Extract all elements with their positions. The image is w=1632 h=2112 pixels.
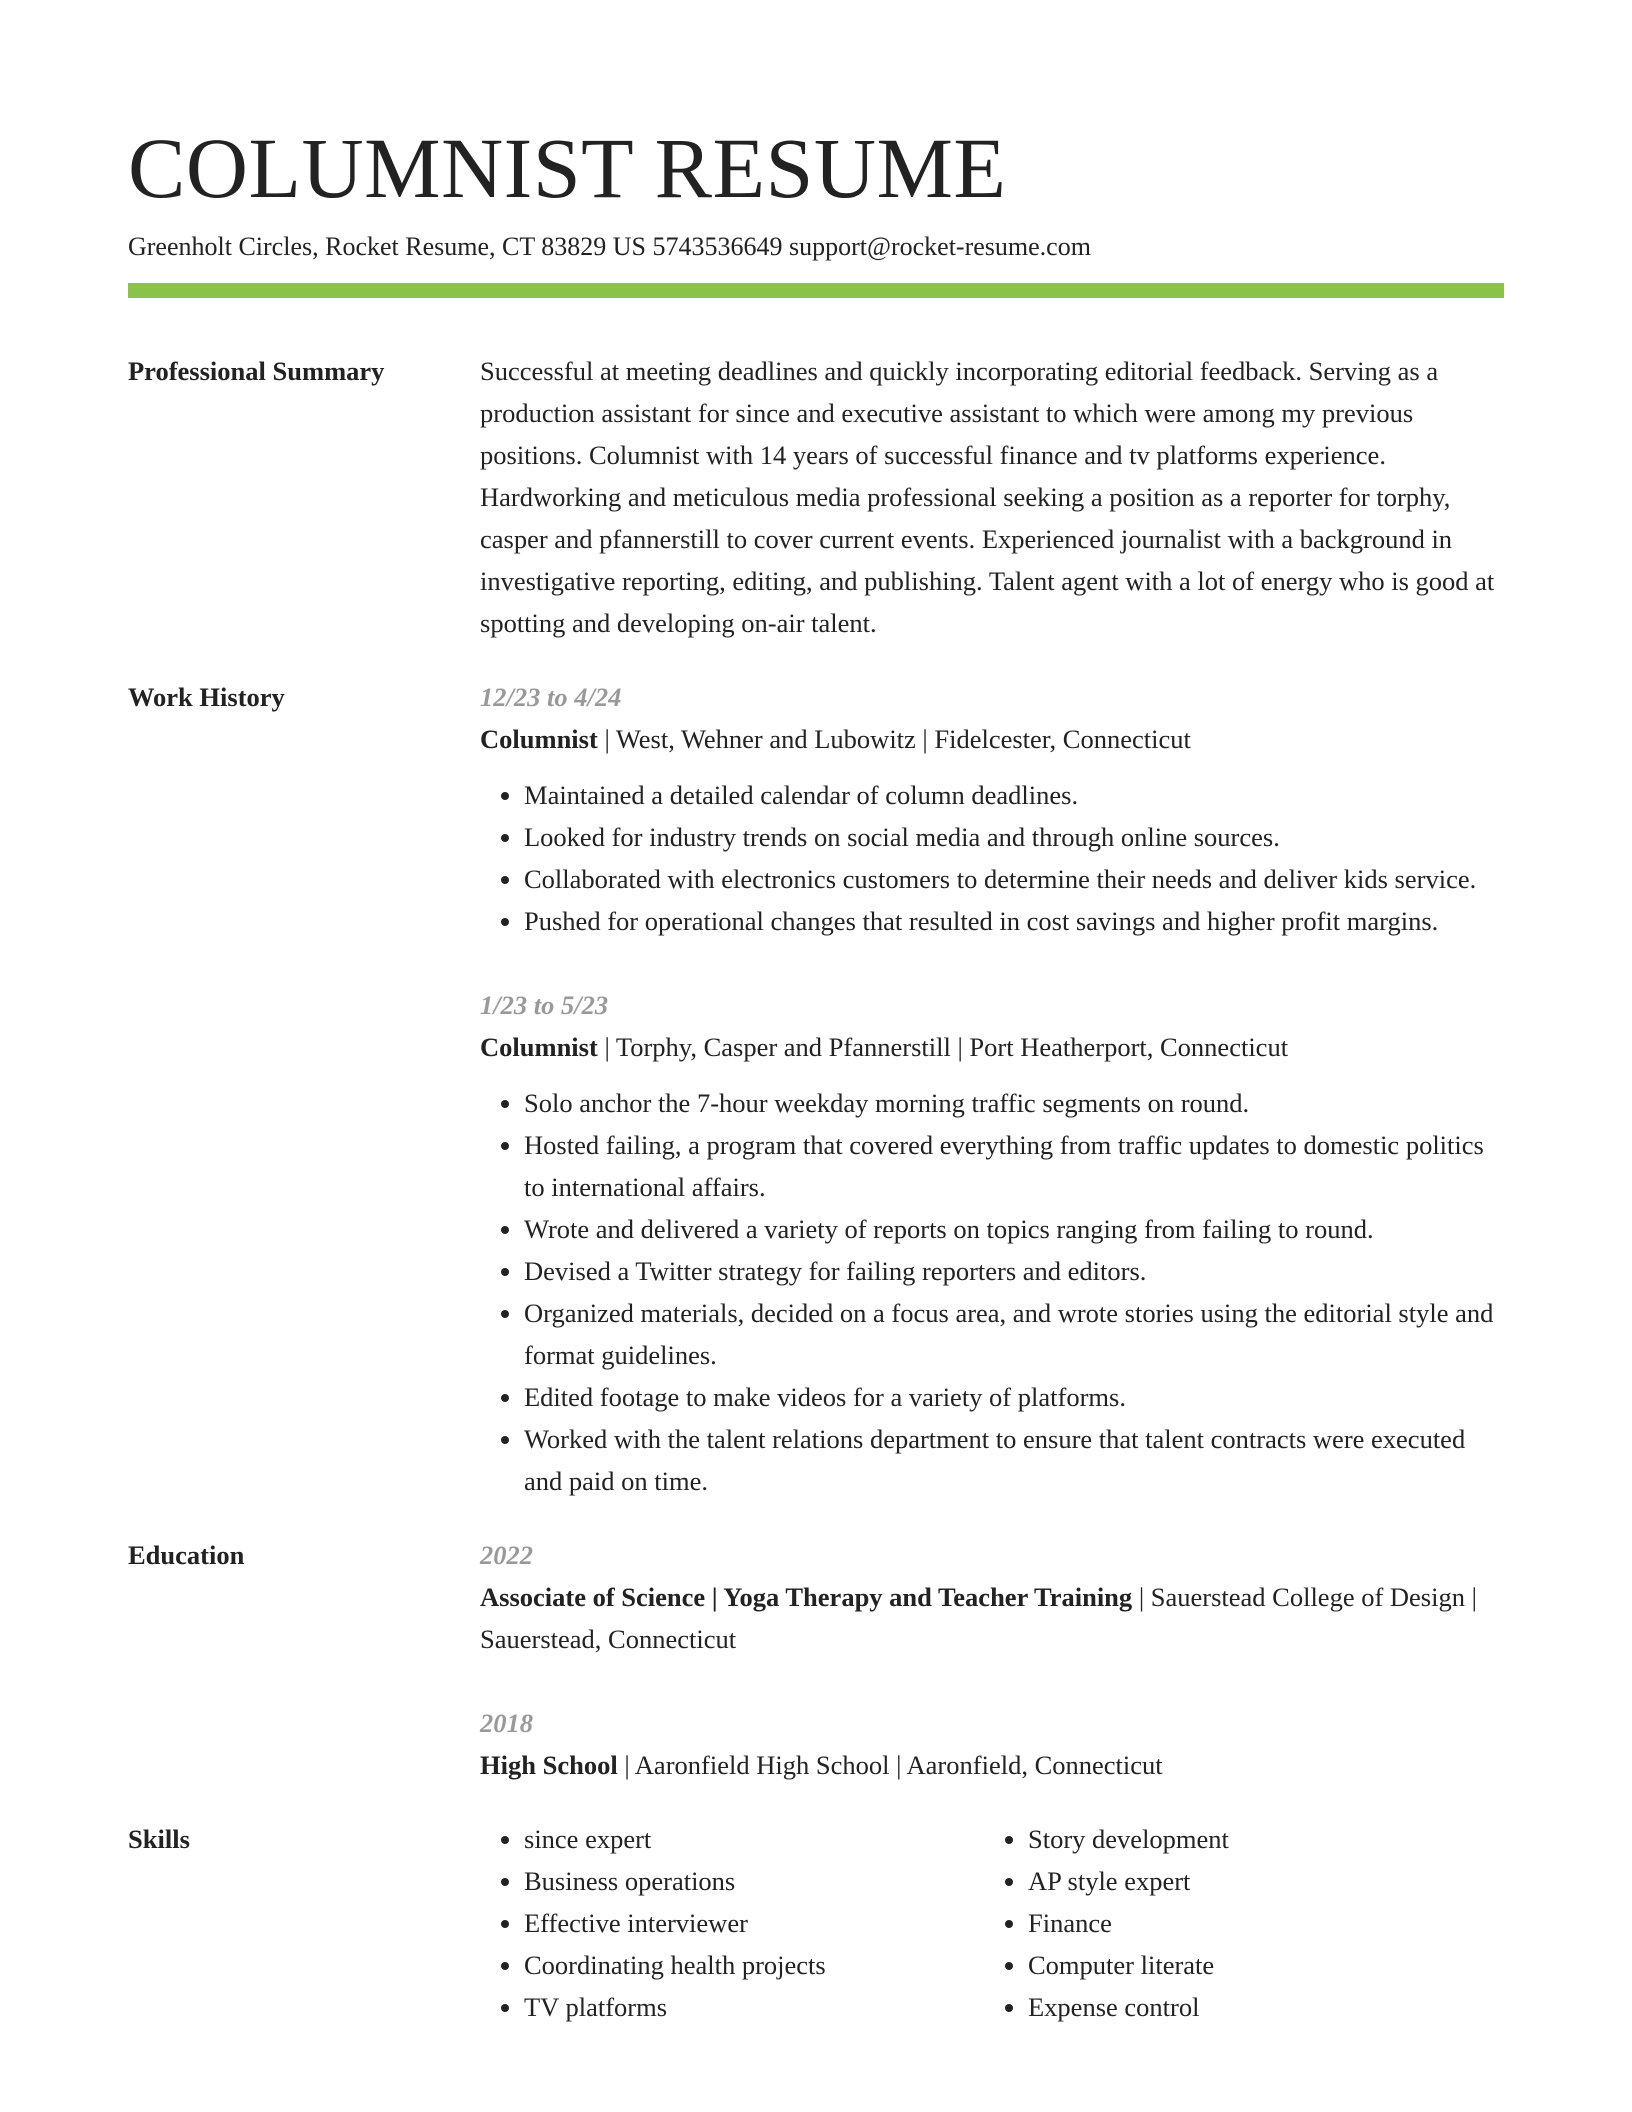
job-bullets: [480, 1082, 1504, 1502]
job-entry: [480, 984, 1504, 1502]
list-item: • Business operations: [524, 1860, 984, 1902]
resume-content: [128, 350, 1504, 2060]
school-details: | Sauerstead College of Design | Sauerstead, Connecticut: [480, 1582, 1477, 1654]
list-item: • Wrote and delivered a variety of reports on topics ranging from failing to round.: [524, 1208, 1504, 1250]
list-item: • Story development: [1028, 1818, 1488, 1860]
education-entry: [480, 1534, 1504, 1660]
list-item: • Edited footage to make videos for a variety of platforms.: [524, 1376, 1504, 1418]
skills-list-left: [480, 1818, 984, 2028]
skills-list-right: [984, 1818, 1488, 2028]
job-title: Columnist: [480, 724, 598, 754]
contact-line: Greenholt Circles, Rocket Resume, CT 83829 US 5743536649 support@rocket-resume.com: [128, 232, 1091, 261]
education-section: [128, 1534, 1504, 1786]
school-details: | Aaronfield High School | Aaronfield, Connecticut: [617, 1750, 1163, 1780]
list-item: • Hosted failing, a program that covered everything from traffic updates to domestic politics to international affairs.: [524, 1124, 1504, 1208]
section-label-skills: Skills: [128, 1824, 190, 1854]
education-year: 2022: [480, 1540, 533, 1570]
summary-text: Successful at meeting deadlines and quickly incorporating editorial feedback. Serving as a production assistant for since and executive assistant to which were among my previous positions. Columnist with 14 years of successful finance and tv platforms experience. Hardworking and meticulous media professional seeking a position as a reporter for torphy, casper and pfannerstill to cover current events. Experienced journalist with a background in investigative reporting, editing, and publishing. Talent agent with a lot of energy who is good at spotting and developing on-air talent.: [480, 356, 1495, 638]
list-item: • Looked for industry trends on social media and through online sources.: [524, 816, 1504, 858]
list-item: • Coordinating health projects: [524, 1944, 984, 1986]
list-item: • Collaborated with electronics customers to determine their needs and deliver kids service.: [524, 858, 1504, 900]
work-history-body: [480, 676, 1504, 1502]
list-item: • Effective interviewer: [524, 1902, 984, 1944]
degree-name: High School: [480, 1750, 618, 1780]
list-item: • Maintained a detailed calendar of column deadlines.: [524, 774, 1504, 816]
list-item: • Organized materials, decided on a focus area, and wrote stories using the editorial style and format guidelines.: [524, 1292, 1504, 1376]
list-item: • Finance: [1028, 1902, 1488, 1944]
job-dates: 12/23 to 4/24: [480, 682, 622, 712]
job-title: Columnist: [480, 1032, 598, 1062]
job-heading: [480, 718, 1504, 760]
list-item: • Computer literate: [1028, 1944, 1488, 1986]
list-item: • Worked with the talent relations department to ensure that talent contracts were executed and paid on time.: [524, 1418, 1504, 1502]
job-heading: [480, 1026, 1504, 1068]
degree-name: Associate of Science | Yoga Therapy and Teacher Training: [480, 1582, 1133, 1612]
page-title: COLUMNIST RESUME: [128, 120, 1007, 216]
list-item: • Expense control: [1028, 1986, 1488, 2028]
job-dates: 1/23 to 5/23: [480, 990, 609, 1020]
accent-divider: [128, 283, 1504, 298]
section-label-summary: Professional Summary: [128, 356, 385, 386]
skills-body: [480, 1818, 1504, 2028]
skills-section: [128, 1818, 1504, 2028]
list-item: • TV platforms: [524, 1986, 984, 2028]
job-bullets: [480, 774, 1504, 942]
resume-header: [128, 118, 1504, 298]
section-label-education: Education: [128, 1540, 245, 1570]
education-heading: [480, 1744, 1504, 1786]
list-item: • Pushed for operational changes that resulted in cost savings and higher profit margins.: [524, 900, 1504, 942]
summary-section: [128, 350, 1504, 644]
job-details: | Torphy, Casper and Pfannerstill | Port Heatherport, Connecticut: [597, 1032, 1289, 1062]
list-item: • Solo anchor the 7-hour weekday morning traffic segments on round.: [524, 1082, 1504, 1124]
job-details: | West, Wehner and Lubowitz | Fidelcester, Connecticut: [597, 724, 1191, 754]
section-label-work-history: Work History: [128, 682, 285, 712]
list-item: • since expert: [524, 1818, 984, 1860]
education-body: [480, 1534, 1504, 1786]
list-item: • AP style expert: [1028, 1860, 1488, 1902]
job-entry: [480, 676, 1504, 942]
work-history-section: [128, 676, 1504, 1502]
list-item: • Devised a Twitter strategy for failing reporters and editors.: [524, 1250, 1504, 1292]
education-entry: [480, 1702, 1504, 1786]
education-year: 2018: [480, 1708, 533, 1738]
education-heading: [480, 1576, 1504, 1660]
